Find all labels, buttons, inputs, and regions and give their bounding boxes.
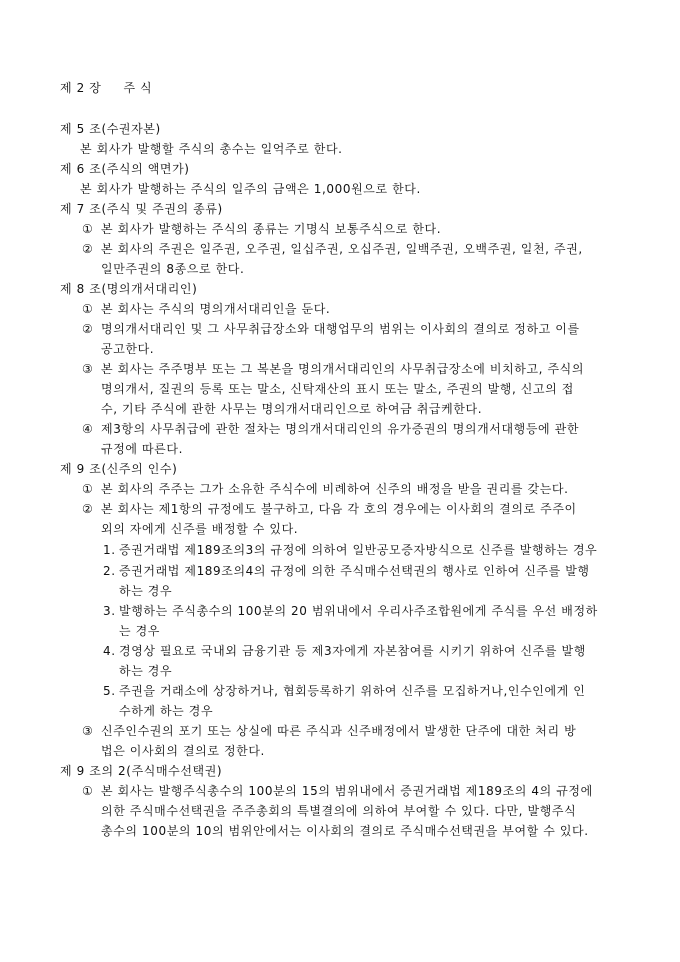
subitem-marker: 1. (103, 543, 116, 557)
clause-text: 명의개서대리인 및 그 사무취급장소와 대행업무의 범위는 이사회의 결의로 정하고 이를 (101, 322, 580, 336)
clause-marker: ③ (82, 724, 94, 738)
clause-text: 본 회사는 발행주식총수의 100분의 15의 범위내에서 증권거래법 제189조의 4의 규정에 (101, 784, 593, 798)
article-heading: 제 7 조(주식 및 주권의 종류) (60, 202, 223, 216)
subitem-marker: 3. (103, 604, 116, 618)
chapter-number: 제 2 장 (60, 81, 102, 95)
clause-marker: ④ (82, 422, 94, 436)
article-heading: 제 9 조(신주의 인수) (60, 462, 178, 476)
clause-text: 본 회사는 주식의 명의개서대리인을 둔다. (101, 302, 331, 316)
clause-text: 명의개서, 질권의 등록 또는 말소, 신탁재산의 표시 또는 말소, 주권의 발행, 신고의 접 (101, 382, 574, 396)
clause-text: 본 회사의 주주는 그가 소유한 주식수에 비례하여 신주의 배정을 받을 권리를 갖는다. (101, 482, 569, 496)
clause-text: 본 회사의 주권은 일주권, 오주권, 일십주권, 오십주권, 일백주권, 오백주권, 일천, 주권, (101, 242, 583, 256)
article-body: 본 회사가 발행하는 주식의 일주의 금액은 1,000원으로 한다. (80, 182, 421, 196)
clause-marker: ② (82, 322, 94, 336)
clause-text: 규정에 따른다. (101, 442, 183, 456)
subitem-marker: 5. (103, 684, 116, 698)
article-heading: 제 5 조(수권자본) (60, 122, 161, 136)
subitem-text: 수하게 하는 경우 (119, 704, 214, 718)
subitem-text: 는 경우 (119, 624, 160, 638)
subitem-marker: 4. (103, 644, 116, 658)
clause-text: 외의 자에게 신주를 배정할 수 있다. (101, 522, 299, 536)
article-heading: 제 6 조(주식의 액면가) (60, 162, 190, 176)
subitem-marker: 2. (103, 564, 116, 578)
subitem-text: 증권거래법 제189조의4의 규정에 의한 주식매수선택권의 행사로 인하여 신주를 발행 (119, 564, 590, 578)
article-heading: 제 8 조(명의개서대리인) (60, 282, 198, 296)
clause-text: 공고한다. (101, 342, 155, 356)
chapter-heading (60, 79, 152, 97)
subitem-text: 증권거래법 제189조의3의 규정에 의하여 일반공모증자방식으로 신주를 발행하는 경우 (119, 543, 598, 557)
clause-text: 수, 기타 주식에 관한 사무는 명의개서대리인으로 하여금 취급케한다. (101, 402, 483, 416)
subitem-text: 경영상 필요로 국내외 금융기관 등 제3자에게 자본참여를 시키기 위하여 신주를 발행 (119, 644, 586, 658)
subitem-text: 주권을 거래소에 상장하거나, 협회등록하기 위하여 신주를 모집하거나,인수인에게 인 (119, 684, 586, 698)
clause-text: 총수의 100분의 10의 범위안에서는 이사회의 결의로 주식매수선택권을 부여할 수 있다. (101, 824, 589, 838)
clause-text: 일만주권의 8종으로 한다. (101, 262, 245, 276)
clause-text: 본 회사가 발행하는 주식의 종류는 기명식 보통주식으로 한다. (101, 222, 442, 236)
clause-marker: ① (82, 784, 94, 798)
clause-text: 의한 주식매수선택권을 주주총회의 특별결의에 의하여 부여할 수 있다. 다만, 발행주식 (101, 804, 577, 818)
article-body: 본 회사가 발행할 주식의 총수는 일억주로 한다. (80, 142, 343, 156)
clause-marker: ① (82, 482, 94, 496)
clause-text: 본 회사는 제1항의 규정에도 불구하고, 다음 각 호의 경우에는 이사회의 결의로 주주이 (101, 502, 577, 516)
subitem-text: 하는 경우 (119, 664, 173, 678)
clause-marker: ② (82, 502, 94, 516)
clause-text: 법은 이사회의 결의로 정한다. (101, 744, 265, 758)
clause-marker: ① (82, 302, 94, 316)
subitem-text: 발행하는 주식총수의 100분의 20 범위내에서 우리사주조합원에게 주식를 우선 배정하 (119, 604, 598, 618)
clause-marker: ③ (82, 362, 94, 376)
article-heading: 제 9 조의 2(주식매수선택권) (60, 764, 223, 778)
chapter-title: 주 식 (123, 81, 153, 95)
clause-marker: ① (82, 222, 94, 236)
clause-text: 신주인수권의 포기 또는 상실에 따른 주식과 신주배정에서 발생한 단주에 대한 처리 방 (101, 724, 577, 738)
clause-marker: ② (82, 242, 94, 256)
subitem-text: 하는 경우 (119, 584, 173, 598)
clause-text: 제3항의 사무취급에 관한 절차는 명의개서대리인의 유가증권의 명의개서대행등에 관한 (101, 422, 580, 436)
clause-text: 본 회사는 주주명부 또는 그 복본을 명의개서대리인의 사무취급장소에 비치하고, 주식의 (101, 362, 585, 376)
